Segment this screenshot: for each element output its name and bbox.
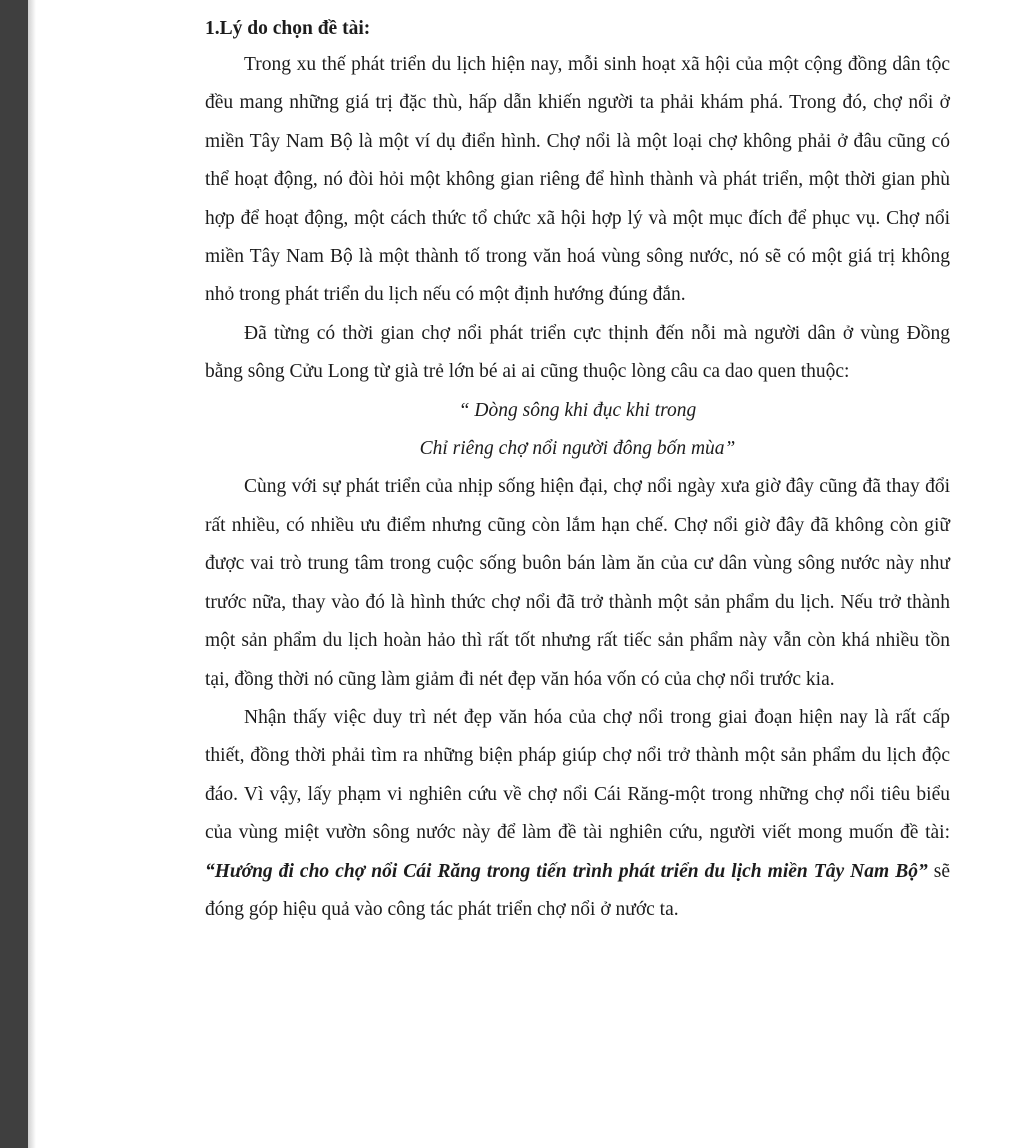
- paragraph-1: Trong xu thế phát triển du lịch hiện nay, mỗi sinh hoạt xã hội của một cộng đồng dân tộc đều mang những giá trị đặc thù, hấp dẫn khiến người ta phải khám phá. Trong đó, chợ nổi ở miền Tây Nam Bộ là một ví dụ điển hình. Chợ nổi là một loại chợ không phải ở đâu cũng có thể hoạt động, nó đòi hỏi một không gian riêng để hình thành và phát triển, một thời gian phù hợp để hoạt động, một cách thức tổ chức xã hội hợp lý và một mục đích để phục vụ. Chợ nổi miền Tây Nam Bộ là một thành tố trong văn hoá vùng sông nước, nó sẽ có một giá trị không nhỏ trong phát triển du lịch nếu có một định hướng đúng đắn.: [205, 54, 950, 306]
- paragraph-3: Cùng với sự phát triển của nhịp sống hiện đại, chợ nổi ngày xưa giờ đây cũng đã thay đổi rất nhiều, có nhiều ưu điểm nhưng cũng còn lắm hạn chế. Chợ nổi giờ đây đã không còn giữ được vai trò trung tâm trong cuộc sống buôn bán làm ăn của cư dân vùng sông nước này như trước nữa, thay vào đó là hình thức chợ nổi đã trở thành một sản phẩm du lịch. Nếu trở thành một sản phẩm du lịch hoàn hảo thì rất tốt nhưng rất tiếc sản phẩm này vẫn còn khá nhiều tồn tại, đồng thời nó cũng làm giảm đi nét đẹp văn hóa vốn có của chợ nổi trước kia.: [205, 476, 950, 690]
- paragraph-2: Đã từng có thời gian chợ nổi phát triển cực thịnh đến nỗi mà người dân ở vùng Đồng bằng sông Cửu Long từ già trẻ lớn bé ai ai cũng thuộc lòng câu ca dao quen thuộc:: [205, 322, 950, 383]
- viewer-left-bar-shadow: [28, 0, 36, 1148]
- document-page: [205, 12, 950, 929]
- poem-line-1: “ Dòng sông khi đục khi trong: [458, 399, 697, 421]
- poem-line-2: Chỉ riêng chợ nổi người đông bốn mùa”: [419, 438, 736, 460]
- poem-quote: [205, 392, 950, 469]
- paragraph-4: [205, 699, 950, 929]
- research-title: “Hướng đi cho chợ nổi Cái Răng trong tiến trình phát triển du lịch miền Tây Nam Bộ”: [205, 860, 928, 882]
- section-heading: 1.Lý do chọn đề tài:: [205, 18, 371, 39]
- paragraph-4-end: sẽ đóng góp hiệu quả vào công tác phát triển chợ nổi ở nước ta.: [205, 860, 950, 920]
- paragraph-4-start: Nhận thấy việc duy trì nét đẹp văn hóa của chợ nổi trong giai đoạn hiện nay là rất cấp thiết, đồng thời phải tìm ra những biện pháp giúp chợ nổi trở thành một sản phẩm du lịch độc đáo. Vì vậy, lấy phạm vi nghiên cứu về chợ nổi Cái Răng-một trong những chợ nổi tiêu biểu của vùng miệt vườn sông nước này để làm đề tài nghiên cứu, người viết mong muốn đề tài:: [205, 706, 950, 844]
- viewer-left-bar: [0, 0, 28, 1148]
